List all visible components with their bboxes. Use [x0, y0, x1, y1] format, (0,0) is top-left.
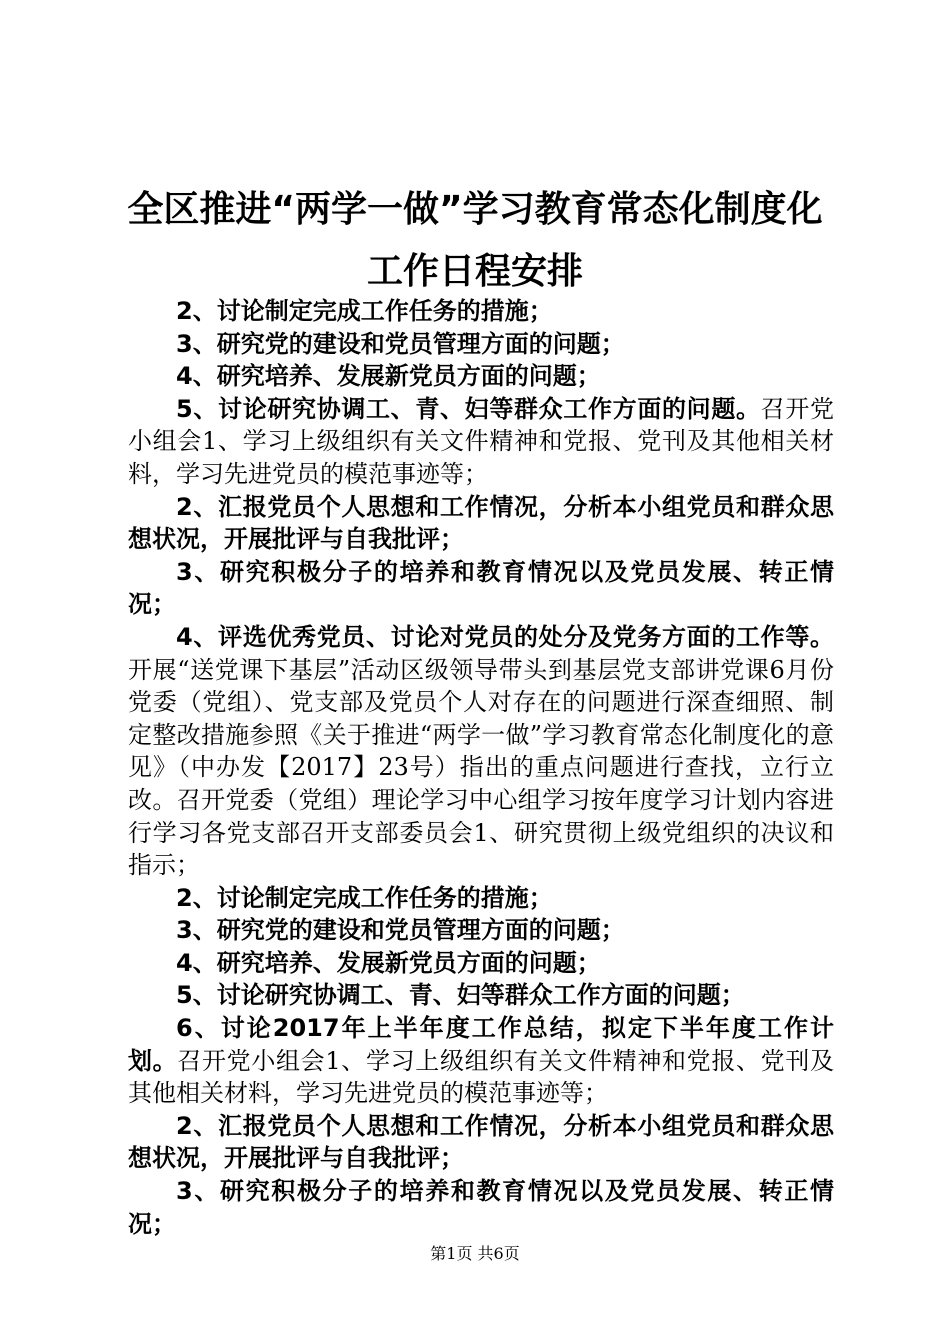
- paragraph: [128, 948, 834, 981]
- paragraph-regular-text: 召开党小组会1、学习上级组织有关文件精神和党报、党刊及其他相关材料，学习先进党员的模范事迹等；: [128, 394, 835, 488]
- paragraph-bold-text: 2、讨论制定完成工作任务的措施；: [176, 297, 553, 325]
- page-number-footer: 第1页 共6页: [430, 1244, 520, 1263]
- paragraph: [128, 980, 834, 1013]
- paragraph: [128, 883, 834, 916]
- document-title-line-1: 全区推进“两学一做”学习教育常态化制度化: [127, 189, 823, 230]
- paragraph: [128, 915, 834, 948]
- paragraph-regular-text: 召开党小组会1、学习上级组织有关文件精神和党报、党刊及其他相关材料，学习先进党员的模范事迹等；: [128, 1046, 834, 1108]
- paragraph-bold-text: 2、汇报党员个人思想和工作情况，分析本小组党员和群众思想状况，开展批评与自我批评；: [128, 492, 834, 554]
- paragraph-bold-text: 2、讨论制定完成工作任务的措施；: [176, 883, 553, 912]
- paragraph-bold-text: 4、评选优秀党员、讨论对党员的处分及党务方面的工作等。: [176, 622, 834, 651]
- paragraph-bold-text: 5、讨论研究协调工、青、妇等群众工作方面的问题；: [176, 981, 745, 1010]
- paragraph-regular-text: 开展“送党课下基层”活动区级领导带头到基层党支部讲党课6月份党委（党组）、党支部及党员个人对存在的问题进行深查细照、制定整改措施参照《关于推进“两学一做”学习教育常态化制度化的意见》（中办发【2017】23号）指出的重点问题进行查找，立行立改。召开党委（党组）理论学习中心组学习按年度学习计划内容进行学习各党支部召开支部委员会1、研究贯彻上级党组织的决议和指示；: [128, 655, 834, 880]
- paragraph: [128, 296, 834, 329]
- paragraph-bold-text: 3、研究积极分子的培养和教育情况以及党员发展、转正情况；: [128, 1177, 834, 1238]
- paragraph-bold-text: 5、讨论研究协调工、青、妇等群众工作方面的问题。: [176, 394, 761, 423]
- paragraph: [128, 1111, 834, 1176]
- document-title-line-2: 工作日程安排: [366, 251, 583, 292]
- paragraph-bold-text: 3、研究党的建设和党员管理方面的问题；: [176, 916, 625, 945]
- paragraph: [128, 622, 834, 883]
- document-body: [128, 296, 834, 1241]
- paragraph: [128, 361, 834, 394]
- paragraph: [128, 1013, 834, 1111]
- paragraph: [128, 492, 834, 557]
- paragraph: [128, 394, 834, 492]
- paragraph: [128, 329, 834, 362]
- paragraph: [128, 1176, 834, 1241]
- paragraph-bold-text: 2、汇报党员个人思想和工作情况，分析本小组党员和群众思想状况，开展批评与自我批评；: [128, 1111, 834, 1173]
- paragraph-bold-text: 4、研究培养、发展新党员方面的问题；: [176, 948, 601, 977]
- paragraph-bold-text: 4、研究培养、发展新党员方面的问题；: [176, 362, 601, 391]
- paragraph-bold-text: 6、讨论2017年上半年度工作总结，拟定下半年度工作计划。: [128, 1014, 834, 1075]
- paragraph: [128, 557, 834, 622]
- paragraph-bold-text: 3、研究党的建设和党员管理方面的问题；: [176, 329, 625, 358]
- paragraph-bold-text: 3、研究积极分子的培养和教育情况以及党员发展、转正情况；: [128, 557, 834, 619]
